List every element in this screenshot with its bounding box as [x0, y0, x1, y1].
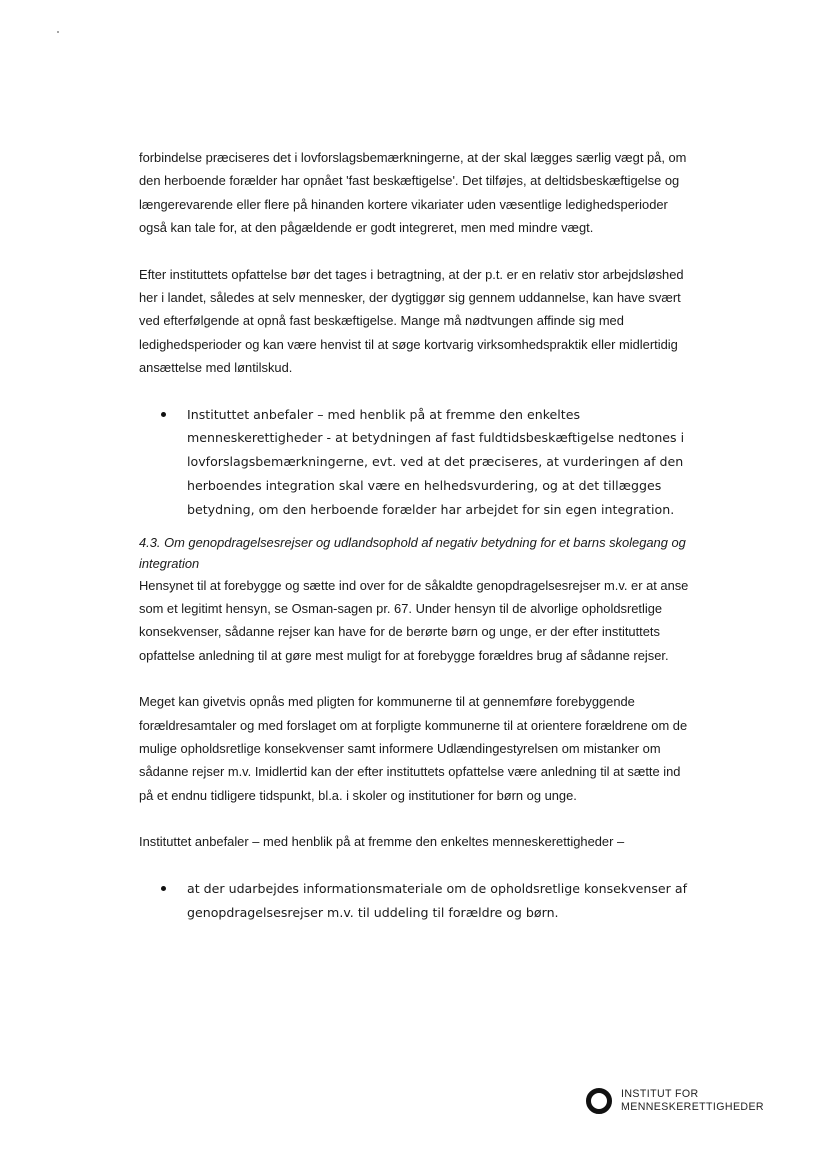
logo-line-1: INSTITUT FOR: [621, 1088, 699, 1100]
document-body: [139, 146, 691, 924]
institute-logo: [586, 1088, 764, 1114]
recommendation-list-2: [139, 877, 691, 925]
scan-speck: [57, 31, 59, 33]
paragraph-recommendation-intro: Instituttet anbefaler – med henblik på at fremme den enkeltes menneskerettigheder –: [139, 834, 625, 850]
bullet-icon: [161, 886, 166, 891]
paragraph-municipal-duty: Meget kan givetvis opnås med pligten for kommunerne til at gennemføre forebyggende forældresamtaler og med forslaget om at forpligte kommunerne til at orientere forældrene om de mulige opholdsretlige konsekvenser samt informere Udlændingestyrelsen om mistanker om sådanne rejser m.v. Imidlertid kan der efter instituttets opfattelse være anledning til at sætte ind på et endnu tidligere tidspunkt, bl.a. i skoler og institutioner for børn og unge.: [139, 694, 688, 803]
logo-text: [621, 1088, 764, 1114]
paragraph-legitimate-concern: Hensynet til at forebygge og sætte ind over for de såkaldte genopdragelsesrejser m.v. er at anse som et legitimt hensyn, se Osman-sagen pr. 67. Under hensyn til de alvorlige opholdsretlige konsekvenser, sådanne rejser kan have for de berørte børn og unge, er der efter instituttets opfattelse anledning til at gøre mest muligt for at forebygge forældres brug af sådanne rejser.: [139, 577, 689, 663]
bullet-icon: [161, 412, 166, 417]
recommendation-text: Instituttet anbefaler – med henblik på at fremme den enkeltes menneskerettigheder - at betydningen af fast fuldtidsbeskæftigelse nedtones i lovforslagsbemærkningerne, evt. ved at det præciseres, at vurderingen af den herboendes integration skal være en helhedsvurdering, og at det tillægges betydning, om den herboende forælder har arbejdet for sin egen integration.: [187, 406, 685, 517]
paragraph-unemployment: Efter instituttets opfattelse bør det tages i betragtning, at der p.t. er en relativ stor arbejdsløshed her i landet, således at selv mennesker, der dygtiggør sig gennem uddannelse, kan have svært ved efterfølgende at opnå fast beskæftigelse. Mange må nødtvungen affinde sig med ledighedsperioder og kan være henvist til at søge kortvarig virksomhedspraktik eller midlertidig ansættelse med løntilskud.: [139, 266, 684, 376]
ring-logo-icon: [586, 1088, 612, 1114]
section-heading: 4.3. Om genopdragelsesrejser og udlandsophold af negativ betydning for et barns skolegang og integration: [139, 534, 686, 571]
logo-line-2: MENNESKERETTIGHEDER: [621, 1101, 764, 1113]
recommendation-list-1: [139, 403, 691, 522]
recommendation-item: [139, 403, 691, 522]
recommendation-item: [139, 877, 691, 925]
recommendation-text: at der udarbejdes informationsmateriale om de opholdsretlige konsekvenser af genopdragelsesrejser m.v. til uddeling til forældre og børn.: [187, 880, 688, 920]
paragraph-employment-context: forbindelse præciseres det i lovforslagsbemærkningerne, at der skal lægges særlig vægt på, om den herboende forælder har opnået 'fast beskæftigelse'. Det tilføjes, at deltidsbeskæftigelse og længerevarende eller flere på hinanden kortere vikariater uden væsentlige ledighedsperioder også kan tale for, at den pågældende er godt integreret, men med mindre vægt.: [139, 150, 687, 236]
